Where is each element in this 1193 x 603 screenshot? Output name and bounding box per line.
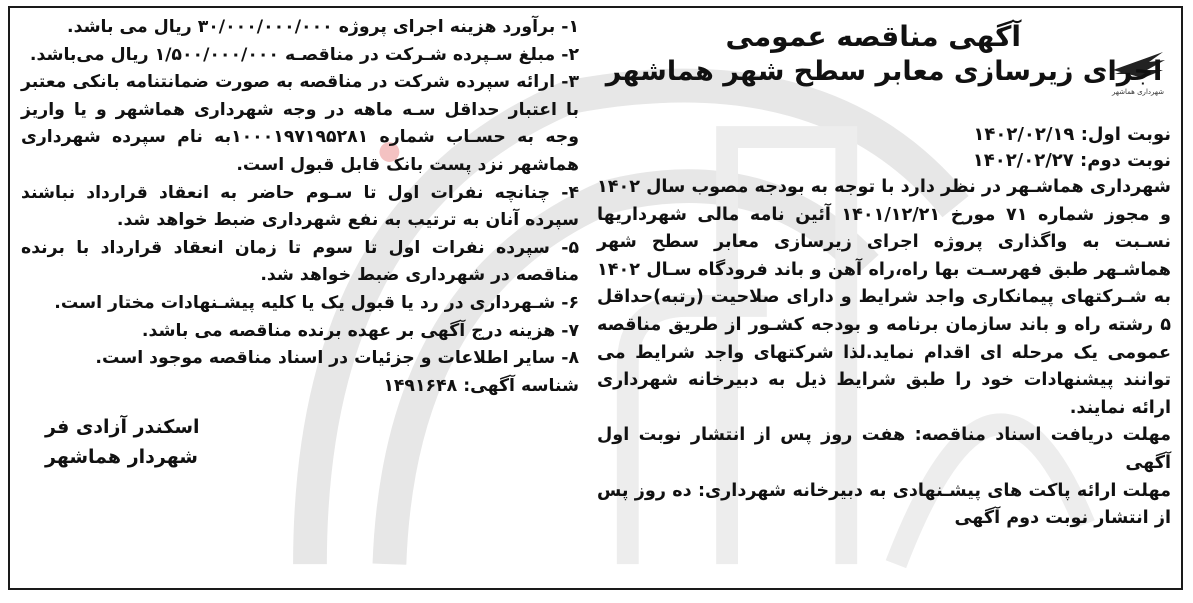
condition-item: ۳- ارائه سپرده شرکت در مناقصه به صورت ضمانتنامه بانکی معتبر با اعتبار حداقل سـه ماهه در وجه شهرداری هماشهر و یا واریز وجه به حسـاب شماره ۱۰۰۰۱۹۷۱۹۵۲۸۱به نام سپرده شهرداری هماشهر نزد پست بانک قابل قبول است. [21,72,580,175]
signer-position: شهردار هماشهر [45,446,198,469]
condition-item: ۷- هزینه درج آگهی بر عهده برنده مناقصه می باشد. [141,320,579,341]
first-publication-date: نوبت اول: ۱۴۰۲/۰۲/۱۹ [973,124,1171,145]
condition-item: ۴- چنانچه نفرات اول تا سـوم حاضر به انعقاد قرارداد نباشند سپرده آنان به ترتیب به نفع شهرداری ضبط خواهد شد. [21,182,579,231]
intro-paragraph: شهرداری هماشـهر در نظر دارد با توجه به بودجه مصوب سال ۱۴۰۲ و مجوز شماره ۷۱ مورخ ۱۴۰۱/۱۲/۲۱ آئین نامه مالی شهرداریها نسـبت به واگذاری پروژه اجرای زیرسازی معابر سطح شهر هماشـهر طبق فهرسـت بها راه،راه آهن و باند فرودگاه سـال ۱۴۰۲ به شـرکتهای پیمانکاری واجد شرایط و دارای صلاحیت (رتبه)حداقل ۵ رشته راه و باند سازمان برنامه و بودجه کشـور از طریق مناقصه عمومی یک مرحله ای اقدام نماید.لذا شرکتهای واجد شرایط می توانند پیشنهادات خود را طبق شرایط ذیل به دبیرخانه شهرداری ارائه نمایند. [597,177,1171,418]
deadline-documents: مهلت دریافت اسناد مناقصه: هفت روز پس از انتشار نوبت اول آگهی [597,425,1171,473]
page-subtitle: اجرای زیرسازی معابر سطح شهر هماشهر [605,56,1163,87]
advertisement-frame [8,6,1183,590]
signer-name: اسکندر آزادی فر [45,416,200,439]
left-column [21,14,579,472]
condition-item: ۲- مبلغ سـپرده شـرکت در مناقصـه ۱/۵۰۰/۰۰۰/۰۰۰ ریال می‌باشد. [29,44,579,65]
ad-identifier: شناسه آگهی: ۱۴۹۱۶۴۸ [383,375,579,396]
logo-caption: شهرداری هماشهر [1112,88,1164,96]
condition-item: ۵- سپرده نفرات اول تا سوم تا زمان انعقاد قرارداد با برنده مناقصه در شهرداری ضبط خواهد شد. [21,237,579,286]
header [597,14,1171,124]
publication-dates [597,122,1171,174]
signature-block [21,412,579,472]
condition-item: ۱- برآورد هزینه اجرای پروژه ۳۰/۰۰۰/۰۰۰/۰۰۰ ریال می باشد. [67,17,579,37]
condition-item: ۸- سایر اطلاعات و جزئیات در اسناد مناقصه موجود است. [95,348,579,369]
page-title: آگهی مناقصه عمومی [725,20,1021,53]
deadline-submission: مهلت ارائه پاکت های پیشـنهادی به دبیرخانه شهرداری: ده روز پس از انتشار نوبت دوم آگهی [597,480,1171,529]
second-publication-date: نوبت دوم: ۱۴۰۲/۰۲/۲۷ [972,150,1171,171]
right-column [597,14,1171,533]
condition-item: ۶- شـهرداری در رد یا قبول یک یا کلیه پیشـنهادات مختار است. [54,292,579,313]
